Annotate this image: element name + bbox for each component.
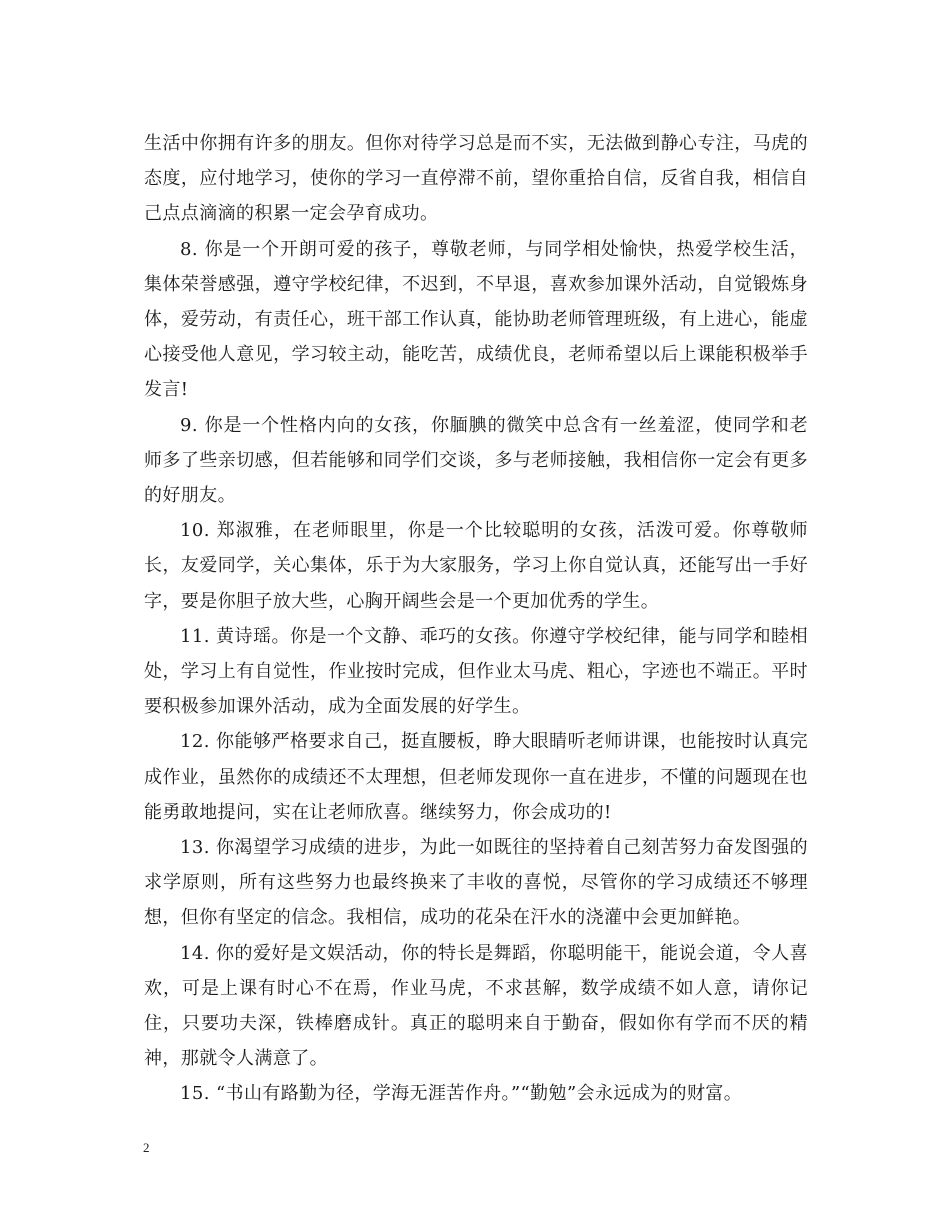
- paragraph: 8. 你是一个开朗可爱的孩子，尊敬老师，与同学相处愉快，热爱学校生活，集体荣誉感强，遵守学校纪律，不迟到，不早退，喜欢参加课外活动，自觉锻炼身体，爱劳动，有责任心，班干部工作认真，能协助老师管理班级，有上进心，能虚心接受他人意见，学习较主动，能吃苦，成绩优良，老师希望以后上课能积极举手发言!: [144, 238, 808, 401]
- paragraph: 生活中你拥有许多的朋友。但你对待学习总是而不实，无法做到静心专注，马虎的态度，应付地学习，使你的学习一直停滞不前，望你重拾自信，反省自我，相信自己点点滴滴的积累一定会孕育成功。: [144, 133, 808, 225]
- paragraph: 9. 你是一个性格内向的女孩，你腼腆的微笑中总含有一丝羞涩，使同学和老师多了些亲切感，但若能够和同学们交谈，多与老师接触，我相信你一定会有更多的好朋友。: [144, 414, 808, 507]
- document-body: [144, 126, 808, 1112]
- page-number: 2: [143, 1140, 150, 1155]
- paragraph: 15. “书山有路勤为径，学海无涯苦作舟。”“勤勉”会永远成为的财富。: [180, 1083, 743, 1105]
- paragraph: 10. 郑淑雅，在老师眼里，你是一个比较聪明的女孩，活泼可爱。你尊敬师长，友爱同学，关心集体，乐于为大家服务，学习上你自觉认真，还能写出一手好字，要是你胆子放大些，心胸开阔些会是一个更加优秀的学生。: [144, 520, 808, 612]
- paragraph: 11. 黄诗瑶。你是一个文静、乖巧的女孩。你遵守学校纪律，能与同学和睦相处，学习上有自觉性，作业按时完成，但作业太马虎、粗心，字迹也不端正。平时要积极参加课外活动，成为全面发展的好学生。: [144, 625, 808, 718]
- paragraph: 13. 你渴望学习成绩的进步，为此一如既往的坚持着自己刻苦努力奋发图强的求学原则，所有这些努力也最终换来了丰收的喜悦，尽管你的学习成绩还不够理想，但你有坚定的信念。我相信，成功的花朵在汗水的浇灌中会更加鲜艳。: [144, 837, 808, 929]
- paragraph: 14. 你的爱好是文娱活动，你的特长是舞蹈，你聪明能干，能说会道，令人喜欢，可是上课有时心不在焉，作业马虎，不求甚解，数学成绩不如人意，请你记住，只要功夫深，铁棒磨成针。真正的聪明来自于勤奋，假如你有学而不厌的精神，那就令人满意了。: [144, 942, 808, 1070]
- paragraph: 12. 你能够严格要求自己，挺直腰板，睁大眼睛听老师讲课，也能按时认真完成作业，虽然你的成绩还不太理想，但老师发现你一直在进步，不懂的问题现在也能勇敢地提问，实在让老师欣喜。继续努力，你会成功的!: [144, 731, 808, 823]
